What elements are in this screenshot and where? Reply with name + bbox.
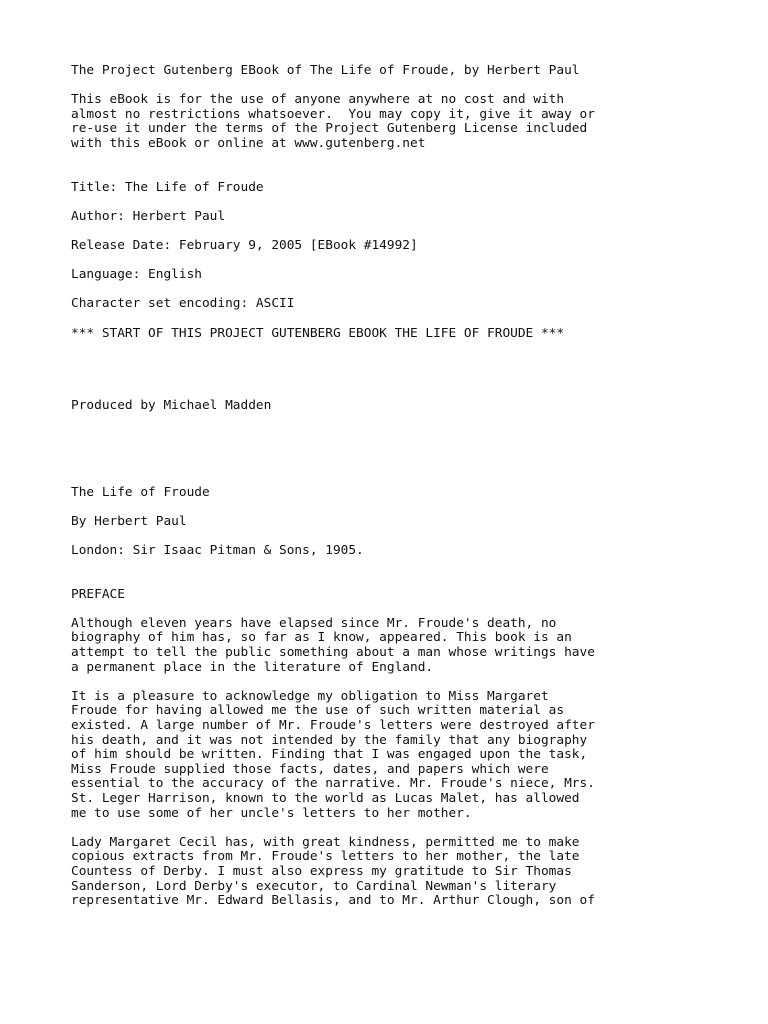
license-line: re-use it under the terms of the Project Gutenberg License included: [71, 121, 588, 137]
ebook-header-line: The Project Gutenberg EBook of The Life of Froude, by Herbert Paul: [71, 63, 580, 78]
preface-line: Froude for having allowed me the use of such written material as: [71, 703, 565, 719]
meta-title: Title: The Life of Froude: [71, 179, 264, 195]
preface-paragraph-2: [71, 690, 761, 821]
preface-line: biography of him has, so far as I know, appeared. This book is an: [71, 630, 572, 646]
start-marker: *** START OF THIS PROJECT GUTENBERG EBOOK THE LIFE OF FROUDE ***: [71, 325, 565, 341]
preface-line: Sanderson, Lord Derby's executor, to Cardinal Newman's literary: [71, 878, 557, 894]
meta-encoding: Character set encoding: ASCII: [71, 296, 295, 312]
preface-line: It is a pleasure to acknowledge my obligation to Miss Margaret: [71, 688, 549, 704]
ebook-document: [71, 64, 761, 909]
preface-line: Miss Froude supplied those facts, dates, and papers which were: [71, 761, 549, 777]
license-line: with this eBook or online at www.gutenberg.net: [71, 135, 426, 151]
license-line: This eBook is for the use of anyone anywhere at no cost and with: [71, 92, 565, 108]
preface-line: attempt to tell the public something about a man whose writings have: [71, 645, 595, 661]
book-imprint: London: Sir Isaac Pitman & Sons, 1905.: [71, 543, 364, 559]
preface-line: his death, and it was not intended by the family that any biography: [71, 732, 588, 748]
preface-line: Countess of Derby. I must also express my gratitude to Sir Thomas: [71, 863, 572, 879]
preface-paragraph-1: [71, 617, 761, 675]
book-byline: By Herbert Paul: [71, 513, 187, 529]
book-title: The Life of Froude: [71, 484, 210, 500]
meta-release-date: Release Date: February 9, 2005 [EBook #14992]: [71, 237, 418, 253]
meta-author: Author: Herbert Paul: [71, 208, 226, 224]
license-paragraph: [71, 93, 761, 151]
preface-line: copious extracts from Mr. Froude's letters to her mother, the late: [71, 849, 580, 865]
meta-language: Language: English: [71, 267, 202, 283]
preface-heading: PREFACE: [71, 586, 125, 602]
preface-line: a permanent place in the literature of England.: [71, 659, 434, 675]
producer-credit: Produced by Michael Madden: [71, 398, 272, 414]
preface-line: Although eleven years have elapsed since Mr. Froude's death, no: [71, 615, 557, 631]
preface-line: Lady Margaret Cecil has, with great kindness, permitted me to make: [71, 834, 580, 850]
preface-line: existed. A large number of Mr. Froude's letters were destroyed after: [71, 718, 595, 733]
preface-line: of him should be written. Finding that I was engaged upon the task,: [71, 747, 588, 763]
preface-line: essential to the accuracy of the narrative. Mr. Froude's niece, Mrs.: [71, 776, 595, 792]
preface-line: me to use some of her uncle's letters to her mother.: [71, 805, 472, 821]
license-line: almost no restrictions whatsoever. You may copy it, give it away or: [71, 106, 595, 122]
preface-line: representative Mr. Edward Bellasis, and to Mr. Arthur Clough, son of: [71, 893, 595, 909]
preface-line: St. Leger Harrison, known to the world as Lucas Malet, has allowed: [71, 790, 580, 806]
preface-paragraph-3: [71, 836, 761, 909]
